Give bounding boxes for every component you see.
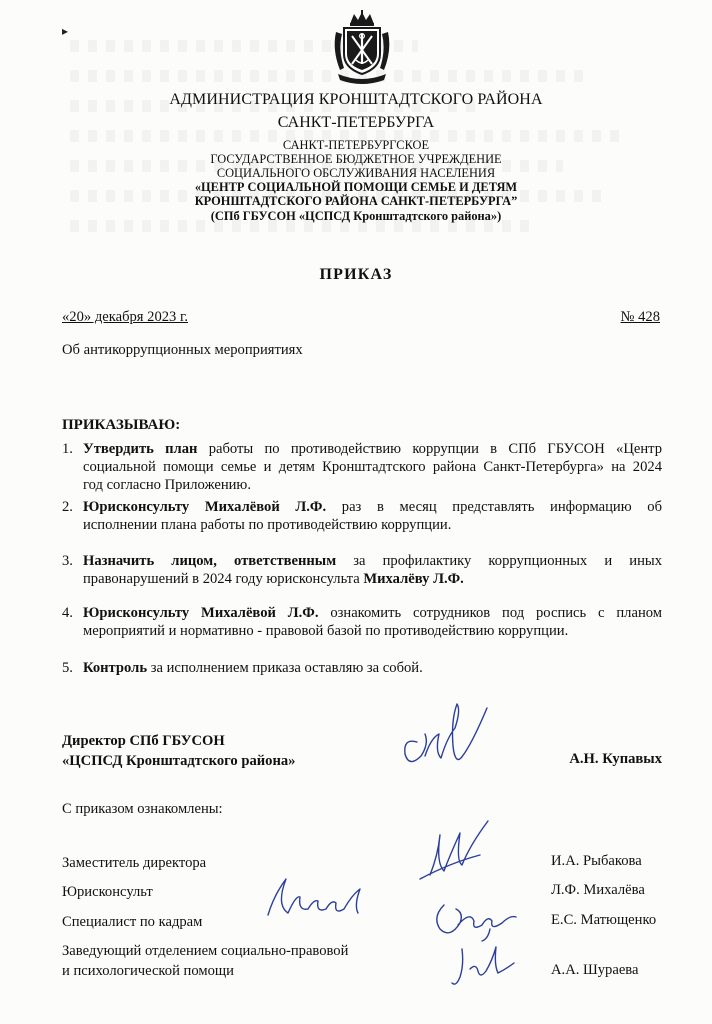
order-item-number: 4. [62,605,73,621]
item-text: ознакомить сотрудников под роспись с планом [318,605,663,621]
order-item-2 [62,498,662,534]
order-item-3 [62,552,662,588]
staff-role-4 [62,941,348,981]
city-title: САНКТ-ПЕТЕРБУРГА [277,114,435,131]
administration-title: АДМИНИСТРАЦИЯ КРОНШТАДТСКОГО РАЙОНА [169,91,543,108]
signature-head-dept [450,943,520,991]
signature-deputy [410,815,500,895]
order-item-5 [62,659,662,677]
document-subject: Об антикоррупционных мероприятиях [62,342,303,358]
item-bold-text: Контроль [83,660,148,676]
item-text: раз в месяц представлять информацию об [326,499,662,515]
item-bold-text: Утвердить план [83,441,198,457]
org-line-1: САНКТ-ПЕТЕРБУРГСКОЕ [282,138,430,152]
item-bold-text: Михалёву Л.Ф. [363,571,464,587]
item-text: правонарушений в 2024 году юрисконсульта [83,571,364,587]
scan-mark: ▸ [62,24,69,38]
document-date: «20» декабря 2023 г. [62,309,188,325]
item-text: исполнении плана работы по противодействию коррупции. [83,517,452,533]
org-line-5: КРОНШТАДТСКОГО РАЙОНА САНКТ-ПЕТЕРБУРГА” [194,194,518,208]
document-number: № 428 [620,309,660,325]
org-line-4: «ЦЕНТР СОЦИАЛЬНОЙ ПОМОЩИ СЕМЬЕ И ДЕТЯМ [194,180,518,194]
item-bold-text: Назначить лицом, ответственным [83,553,337,569]
item-text: работы по противодействию коррупции в СПб ГБУСОН «Центр [197,441,662,457]
order-item-number: 2. [62,499,73,515]
signature-hr [430,895,520,945]
order-item-number: 5. [62,660,73,676]
staff-name-1: И.А. Рыбакова [551,853,642,869]
staff-role-4-line-2: и психологической помощи [62,963,234,979]
order-item-number: 1. [62,441,73,457]
staff-role-1: Заместитель директора [62,855,207,871]
staff-name-2: Л.Ф. Михалёва [551,882,645,898]
acknowledgement-heading: С приказом ознакомлены: [62,801,223,817]
order-heading: ПРИКАЗЫВАЮ: [62,417,181,433]
item-text: год согласно Приложению. [83,477,251,493]
order-item-4 [62,604,662,640]
org-line-3: СОЦИАЛЬНОГО ОБСЛУЖИВАНИЯ НАСЕЛЕНИЯ [216,166,496,180]
order-item-1 [62,440,662,494]
staff-role-2: Юрисконсульт [62,884,153,900]
item-bold-text: Юрисконсульту Михалёвой Л.Ф. [83,605,319,621]
staff-name-3: Е.С. Матющенко [551,912,657,928]
item-text: за исполнением приказа оставляю за собой. [147,660,423,676]
org-short-name: (СПб ГБУСОН «ЦСПСД Кронштадтского района») [210,209,502,223]
saint-petersburg-coat-of-arms-icon [330,10,394,85]
director-position [62,731,295,771]
director-signature [395,698,505,778]
item-text: за профилактику коррупционных и иных [336,553,662,569]
document-title: ПРИКАЗ [319,266,393,283]
item-text: мероприятий и нормативно - правовой базой по противодействию коррупции. [83,623,569,639]
director-position-line-1: Директор СПб ГБУСОН [62,733,225,749]
staff-role-3: Специалист по кадрам [62,914,203,930]
staff-name-4: А.А. Шураева [551,962,639,978]
order-item-number: 3. [62,553,73,569]
signature-lawyer [262,865,374,925]
director-name: А.Н. Купавых [569,751,662,767]
item-text: социальной помощи семье и детям Кронштадтского района Санкт-Петербурга» на 2024 [83,459,662,475]
staff-role-4-line-1: Заведующий отделением социально-правовой [62,943,349,959]
item-bold-text: Юрисконсульту Михалёвой Л.Ф. [83,499,327,515]
director-position-line-2: «ЦСПСД Кронштадтского района» [62,753,296,769]
org-line-2: ГОСУДАРСТВЕННОЕ БЮДЖЕТНОЕ УЧРЕЖДЕНИЕ [210,152,502,166]
